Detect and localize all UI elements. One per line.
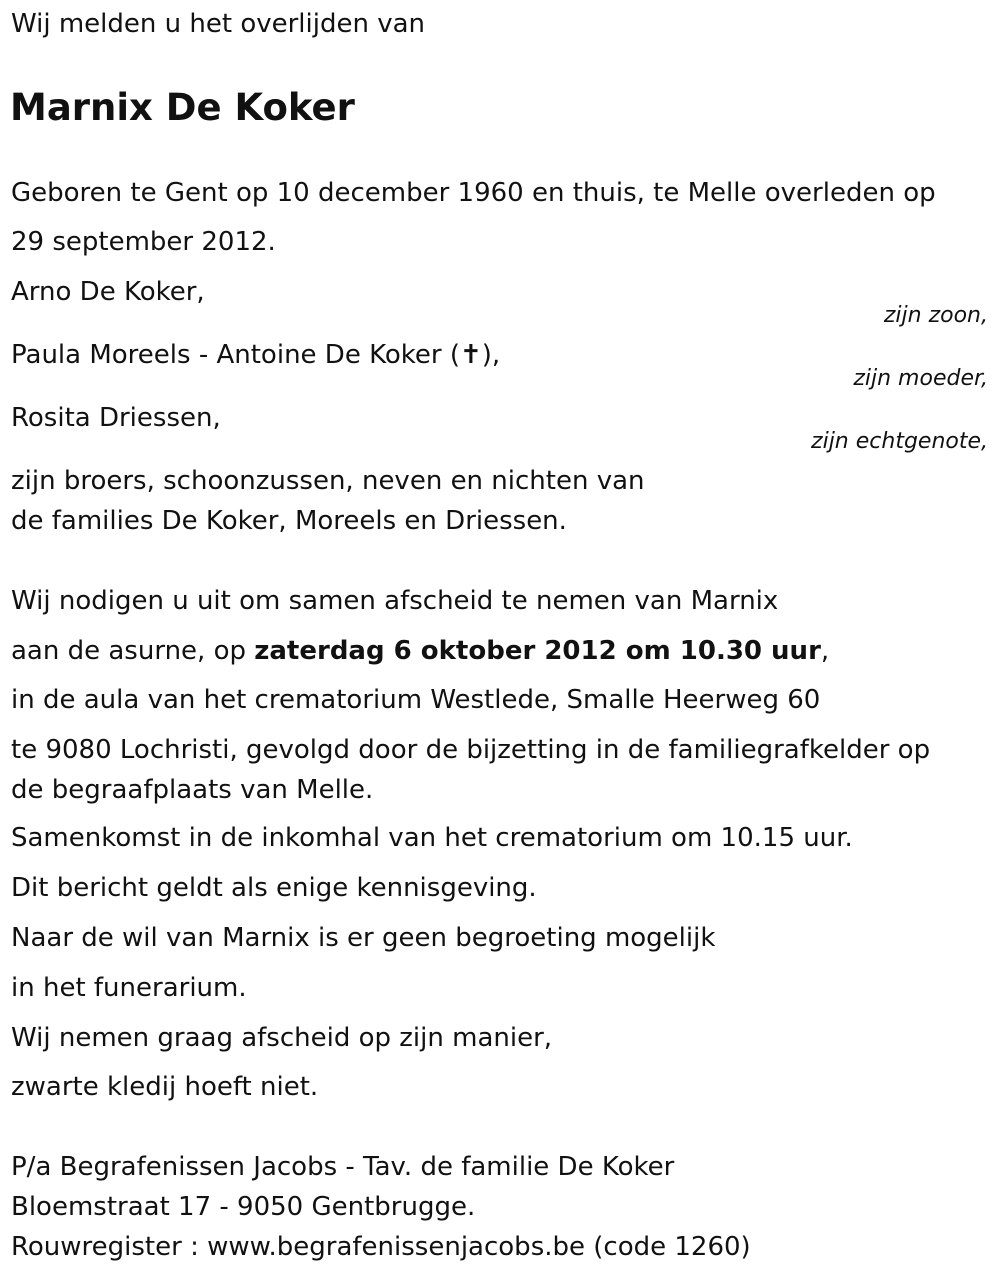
farewell-line-1: Wij nemen graag afscheid op zijn manier,: [11, 1023, 553, 1053]
ceremony-suffix: ,: [820, 636, 830, 666]
register-code: (code 1260): [585, 1232, 751, 1262]
relative-spouse-relation: zijn echtgenote,: [811, 429, 988, 454]
register-line: [11, 1231, 751, 1263]
ceremony-date: zaterdag 6 oktober 2012 om 10.30 uur: [254, 636, 821, 666]
contact-line-2: Bloemstraat 17 - 9050 Gentbrugge.: [11, 1192, 476, 1222]
register-label: Rouwregister :: [11, 1232, 208, 1262]
family-line-1: zijn broers, schoonzussen, neven en nichten van: [11, 466, 645, 496]
relative-son-name: Arno De Koker,: [11, 277, 205, 307]
relative-mother-name: Paula Moreels - Antoine De Koker (✝),: [11, 340, 501, 370]
location-line-1: in de aula van het crematorium Westlede, Smalle Heerweg 60: [11, 685, 821, 715]
location-line-3: de begraafplaats van Melle.: [11, 775, 374, 805]
family-line-2: de families De Koker, Moreels en Driessen.: [11, 506, 567, 536]
relative-mother-relation: zijn moeder,: [853, 366, 988, 391]
deceased-name: Marnix De Koker: [10, 86, 355, 129]
intro-text: Wij melden u het overlijden van: [11, 9, 426, 39]
relative-son-relation: zijn zoon,: [883, 303, 988, 328]
farewell-line-2: zwarte kledij hoeft niet.: [11, 1072, 319, 1102]
ceremony-line: [11, 635, 829, 667]
ceremony-prefix: aan de asurne, op: [11, 636, 255, 666]
notice-text: Dit bericht geldt als enige kennisgeving.: [11, 873, 537, 903]
wish-line-1: Naar de wil van Marnix is er geen begroeting mogelijk: [11, 923, 716, 953]
location-line-2: te 9080 Lochristi, gevolgd door de bijzetting in de familiegrafkelder op: [11, 735, 931, 765]
gathering-text: Samenkomst in de inkomhal van het crematorium om 10.15 uur.: [11, 823, 853, 853]
birth-line-1: Geboren te Gent op 10 december 1960 en thuis, te Melle overleden op: [11, 178, 936, 208]
invite-line: Wij nodigen u uit om samen afscheid te nemen van Marnix: [11, 586, 779, 616]
relative-spouse-name: Rosita Driessen,: [11, 403, 221, 433]
contact-line-1: P/a Begrafenissen Jacobs - Tav. de familie De Koker: [11, 1152, 675, 1182]
birth-line-2: 29 september 2012.: [11, 227, 276, 257]
register-link[interactable]: www.begrafenissenjacobs.be: [207, 1232, 585, 1262]
wish-line-2: in het funerarium.: [11, 973, 247, 1003]
